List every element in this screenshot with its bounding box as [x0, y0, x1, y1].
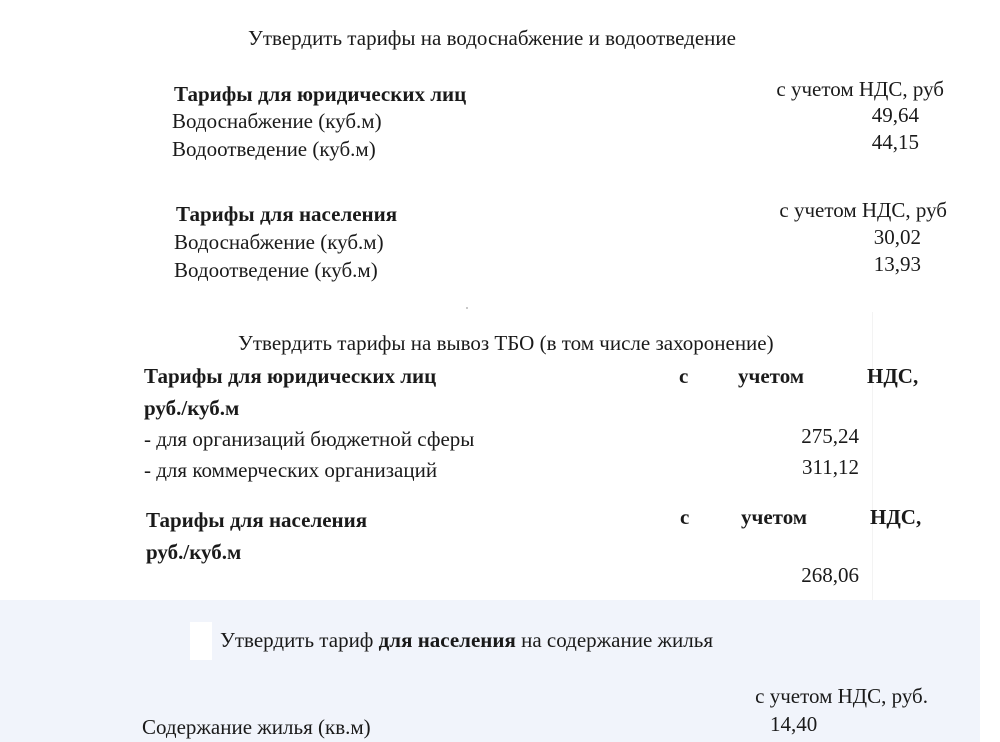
waste-legal-row-value: 275,24	[801, 424, 859, 448]
waste-population-vat-word: с	[680, 505, 690, 529]
housing-title-prefix: Утвердить тариф	[220, 628, 379, 652]
waste-section-title: Утвердить тарифы на вывоз ТБО (в том числе захоронение)	[238, 331, 774, 355]
water-legal-row-value: 44,15	[871, 130, 919, 154]
waste-legal-unit: руб./куб.м	[144, 396, 240, 420]
waste-legal-vat-word: НДС,	[867, 364, 919, 388]
waste-legal-row-label: - для организаций бюджетной сферы	[144, 427, 475, 451]
water-legal-heading: Тарифы для юридических лиц	[174, 82, 467, 106]
water-population-row-value: 30,02	[873, 225, 921, 249]
waste-legal-vat-word: учетом	[738, 364, 805, 388]
waste-legal-vat-word: с	[679, 364, 689, 388]
housing-section-title	[220, 628, 713, 652]
waste-legal-row-value: 311,12	[802, 455, 859, 479]
scan-white-patch	[190, 622, 212, 660]
scan-edge	[872, 312, 873, 602]
water-population-row-value: 13,93	[873, 252, 921, 276]
waste-population-vat-word: НДС,	[870, 505, 922, 529]
housing-title-suffix: на содержание жилья	[515, 628, 713, 652]
waste-population-heading: Тарифы для населения	[146, 508, 368, 532]
housing-row-label: Содержание жилья (кв.м)	[142, 715, 371, 739]
water-legal-row-label: Водоснабжение (куб.м)	[172, 109, 382, 133]
water-legal-vat-note: с учетом НДС, руб	[776, 77, 944, 101]
waste-legal-heading: Тарифы для юридических лиц	[144, 364, 437, 388]
waste-population-vat-word: учетом	[741, 505, 808, 529]
water-population-heading: Тарифы для населения	[176, 202, 398, 226]
water-population-row-label: Водоотведение (куб.м)	[174, 258, 378, 282]
housing-vat-note: с учетом НДС, руб.	[755, 684, 928, 708]
water-section-title: Утвердить тарифы на водоснабжение и водоотведение	[248, 26, 736, 50]
water-population-vat-note: с учетом НДС, руб	[779, 198, 947, 222]
waste-population-value: 268,06	[801, 563, 859, 587]
housing-title-bold: для населения	[378, 628, 516, 652]
housing-row-value: 14,40	[770, 712, 818, 736]
water-legal-row-label: Водоотведение (куб.м)	[172, 137, 376, 161]
water-population-row-label: Водоснабжение (куб.м)	[174, 230, 384, 254]
scan-speck	[466, 307, 468, 309]
waste-population-unit: руб./куб.м	[146, 540, 242, 564]
water-legal-row-value: 49,64	[871, 103, 919, 127]
waste-legal-row-label: - для коммерческих организаций	[144, 458, 438, 482]
